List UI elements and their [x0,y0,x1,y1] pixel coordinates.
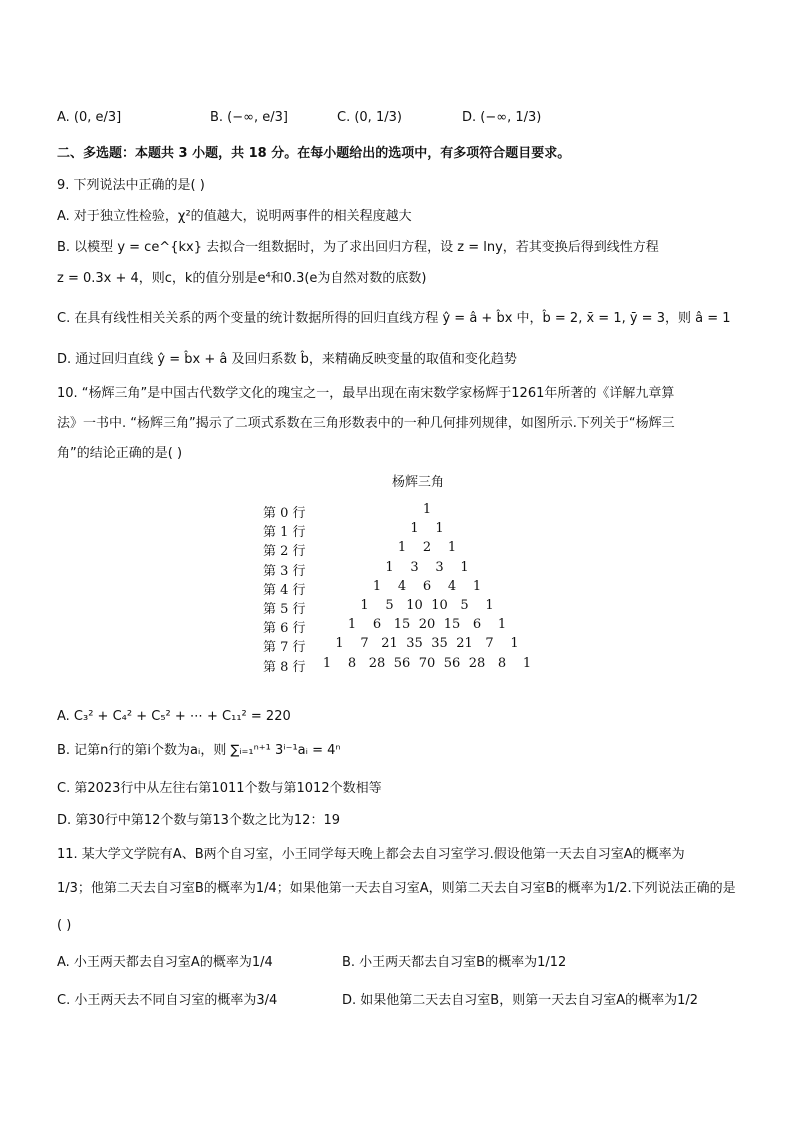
q11-option-c: C. 小王两天去不同自习室的概率为3/4 [57,993,278,1008]
triangle-number: 1 [510,636,519,652]
q8-option-b: B. (−∞, e/3] [210,110,288,125]
q9-option-a: A. 对于独立性检验，χ²的值越大，说明两事件的相关程度越大 [57,209,412,224]
triangle-number: 4 [397,578,407,594]
triangle-number: 2 [422,540,432,556]
q10-stem-line1: 10. “杨辉三角”是中国古代数学文化的瑰宝之一，最早出现在南宋数学家杨辉于1261年所著的《详解九章算 [57,386,675,401]
triangle-number: 35 [406,636,423,652]
triangle-row-label: 第 3 行 [263,563,306,579]
triangle-row-label: 第 5 行 [263,602,306,617]
triangle-row-label: 第 1 行 [263,525,306,541]
triangle-row-label: 第 8 行 [263,659,306,675]
q9-option-c: C. 在具有线性相关关系的两个变量的统计数据所得的回归直线方程 ŷ = â + b̂x 中，b̂ = 2, x̄ = 1, ȳ = 3，则 â = 1 [57,311,731,326]
triangle-number: 7 [485,636,494,652]
triangle-number: 1 [447,540,457,556]
triangle-number: 56 [443,655,461,671]
q10-stem-line3: 角”的结论正确的是( ) [57,446,183,461]
triangle-number: 1 [397,540,407,556]
triangle-number: 70 [418,655,436,671]
triangle-number: 1 [522,655,532,671]
q8-option-a: A. (0, e/3] [57,110,122,125]
q8-option-c: C. (0, 1/3) [337,110,402,125]
q10-stem-line2: 法》一书中. “杨辉三角”揭示了二项式系数在三角形数表中的一种几何排列规律，如图所示.下列关于“杨辉三 [57,416,675,431]
triangle-row-label: 第 7 行 [263,640,306,656]
triangle-number: 15 [443,617,461,633]
triangle-number: 28 [368,655,386,671]
triangle-number: 1 [385,559,394,575]
triangle-number: 1 [360,598,369,613]
triangle-row-label: 第 6 行 [263,621,306,637]
triangle-number: 3 [410,559,419,575]
triangle-number: 10 [431,598,448,613]
triangle-number: 5 [385,598,394,613]
triangle-number: 21 [456,636,473,652]
triangle-number: 1 [435,521,444,537]
triangle-row-label: 第 0 行 [263,506,306,521]
triangle-number: 21 [381,636,398,652]
triangle-number: 8 [347,655,357,671]
q9-stem: 9. 下列说法中正确的是( ) [57,178,205,193]
triangle-number: 1 [497,617,507,633]
q11-stem-line2: 1/3；他第二天去自习室B的概率为1/4；如果他第一天去自习室A，则第二天去自习室B的概率为1/2.下列说法正确的是 [57,881,736,896]
triangle-number: 56 [393,655,411,671]
triangle-number: 6 [472,617,482,633]
q11-stem-line3: ( ) [57,918,72,933]
triangle-number: 7 [360,636,369,652]
triangle-number: 1 [485,598,494,613]
triangle-number: 1 [335,636,344,652]
q11-option-b: B. 小王两天都去自习室B的概率为1/12 [342,955,567,970]
triangle-number: 6 [422,578,432,594]
triangle-number: 6 [372,617,382,633]
triangle-number: 3 [435,559,444,575]
triangle-number: 35 [431,636,448,652]
triangle-number: 15 [393,617,411,633]
triangle-number: 1 [410,521,419,537]
section-header: 二、多选题：本题共 3 小题，共 18 分。在每小题给出的选项中，有多项符合题目要求。 [57,146,571,161]
q9-option-b-line2: z = 0.3x + 4，则c，k的值分别是e⁴和0.3(e为自然对数的底数) [57,271,427,286]
triangle-number: 1 [422,502,432,517]
triangle-number: 28 [468,655,486,671]
q11-stem-line1: 11. 某大学文学院有A、B两个自习室，小王同学每天晚上都会去自习室学习.假设他第一天去自习室A的概率为 [57,847,685,862]
q8-option-d: D. (−∞, 1/3) [462,110,542,125]
triangle-number: 1 [372,578,382,594]
triangle-number: 5 [460,598,469,613]
triangle-number: 20 [418,617,436,633]
triangle-number: 1 [347,617,357,633]
q9-option-b-line1: B. 以模型 y = ce^{kx} 去拟合一组数据时，为了求出回归方程，设 z = lny，若其变换后得到线性方程 [57,240,659,255]
q10-option-c: C. 第2023行中从左往右第1011个数与第1012个数相等 [57,781,382,796]
triangle-number: 1 [472,578,482,594]
q10-option-a: A. C₃² + C₄² + C₅² + ⋯ + C₁₁² = 220 [57,709,291,724]
q11-option-d: D. 如果他第二天去自习室B，则第一天去自习室A的概率为1/2 [342,993,699,1008]
triangle-row-label: 第 2 行 [263,544,306,560]
triangle-number: 4 [447,578,457,594]
q10-option-d: D. 第30行中第12个数与第13个数之比为12：19 [57,813,340,828]
triangle-number: 1 [460,559,469,575]
triangle-number: 8 [497,655,507,671]
q9-option-d: D. 通过回归直线 ŷ = b̂x + â 及回归系数 b̂，来精确反映变量的取值和变化趋势 [57,352,517,367]
figure-title: 杨辉三角 [392,475,445,490]
triangle-number: 10 [406,598,423,613]
triangle-number: 1 [322,655,332,671]
q10-option-b: B. 记第n行的第i个数为aᵢ，则 ∑ᵢ₌₁ⁿ⁺¹ 3ⁱ⁻¹aᵢ = 4ⁿ [57,743,341,758]
q11-option-a: A. 小王两天都去自习室A的概率为1/4 [57,955,273,970]
triangle-row-label: 第 4 行 [263,582,306,598]
